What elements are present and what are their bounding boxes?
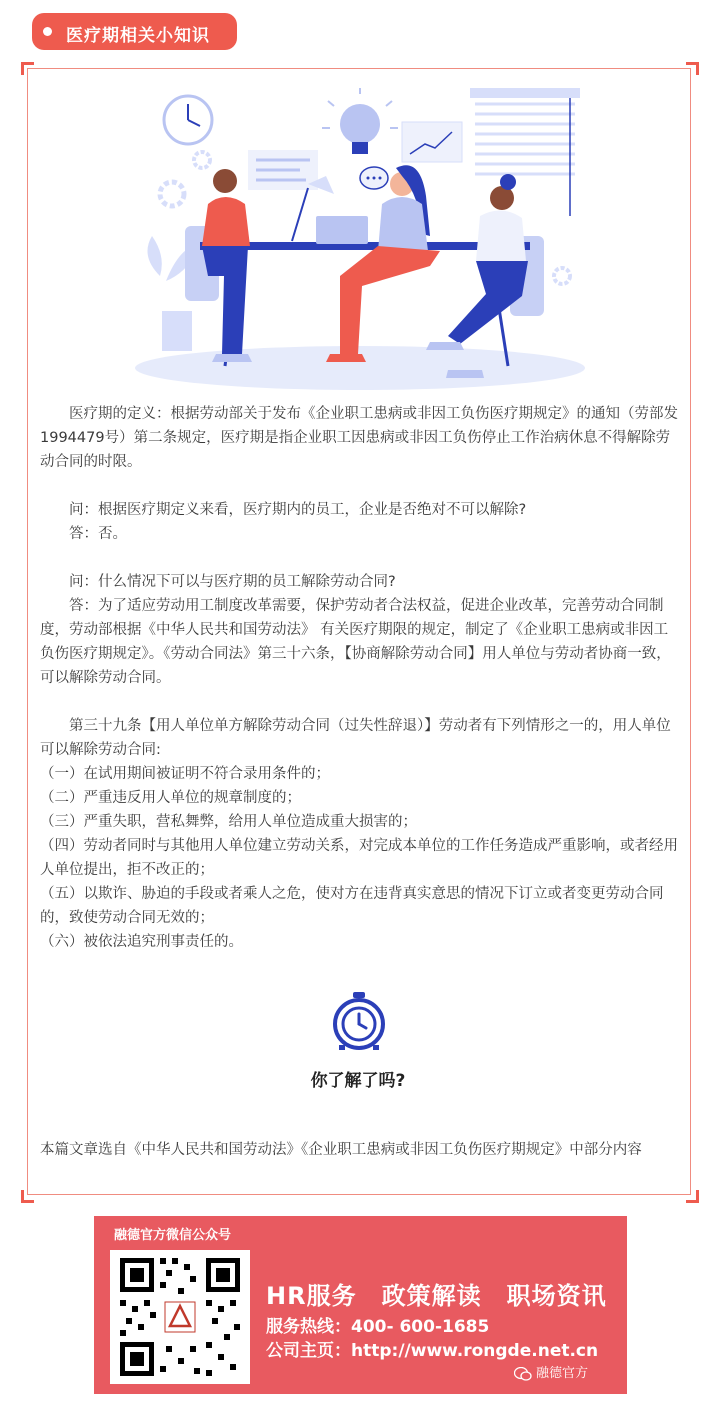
- list-item: （一）在试用期间被证明不符合录用条件的；: [40, 766, 330, 782]
- banner-wechat-account: [514, 1362, 588, 1381]
- qr-code-icon: [110, 1250, 250, 1384]
- tag-dot-icon: [43, 27, 52, 36]
- question-2: 问：什么情况下可以与医疗期的员工解除劳动合同?: [69, 574, 396, 590]
- banner-hotline: 服务热线：400- 600-1685: [266, 1317, 490, 1337]
- frame-corner: [21, 1190, 34, 1203]
- banner-title: 融德官方微信公众号: [114, 1228, 232, 1243]
- stopwatch-icon: [331, 990, 387, 1052]
- list-item: （五）以欺诈、胁迫的手段或者乘人之危，使对方在违背真实意思的情况下订立或者变更劳动合同的，致使劳动合同无效的；: [40, 886, 664, 926]
- frame-corner: [21, 62, 34, 75]
- source-note: 本篇文章选自《中华人民共和国劳动法》《企业职工患病或非因工负伤医疗期规定》中部分内容: [40, 1142, 642, 1158]
- wechat-icon: [514, 1367, 532, 1381]
- section-tag: [32, 13, 237, 50]
- list-item: （三）严重失职，营私舞弊，给用人单位造成重大损害的；: [40, 814, 417, 830]
- answer-2: 答：为了适应劳动用工制度改革需要，保护劳动者合法权益，促进企业改革，完善劳动合同制度，劳动部根据《中华人民共和国劳动法》 有关医疗期限的规定，制定了《企业职工患病或非因工负伤医疗期规定》。《劳动合同法》第三十六条，【协商解除劳动合同】用人单位与劳动者协商一致，可以解除劳动合同。: [40, 598, 671, 686]
- question-1: 问：根据医疗期定义来看，医疗期内的员工，企业是否绝对不可以解除?: [69, 502, 527, 518]
- promo-banner: [94, 1216, 627, 1394]
- banner-services: HR服务 政策解读 职场资讯: [266, 1282, 607, 1310]
- qr-code[interactable]: [110, 1250, 250, 1384]
- frame-corner: [686, 1190, 699, 1203]
- banner-homepage[interactable]: 公司主页：http://www.rongde.net.cn: [266, 1341, 599, 1361]
- question-title: 你了解了吗?: [310, 1071, 406, 1091]
- frame-corner: [686, 62, 699, 75]
- list-item: （二）严重违反用人单位的规章制度的；: [40, 790, 301, 806]
- list-item: （六）被依法追究刑事责任的。: [40, 934, 243, 950]
- article-body: [40, 402, 680, 954]
- section-tag-label: 医疗期相关小知识: [66, 26, 210, 46]
- definition-paragraph: 医疗期的定义：根据劳动部关于发布《企业职工患病或非因工负伤医疗期规定》的通知（劳部发1994479号）第二条规定，医疗期是指企业职工因患病或非因工负伤停止工作治病休息不得解除劳动合同的时限。: [40, 406, 678, 470]
- article-39: 第三十九条【用人单位单方解除劳动合同（过失性辞退）】劳动者有下列情形之一的，用人单位可以解除劳动合同:: [40, 718, 671, 758]
- meeting-illustration: [130, 86, 590, 392]
- answer-1: 答：否。: [69, 526, 127, 542]
- list-item: （四）劳动者同时与其他用人单位建立劳动关系，对完成本单位的工作任务造成严重影响，或者经用人单位提出，拒不改正的；: [40, 838, 678, 878]
- wechat-name: 融德官方: [536, 1366, 589, 1381]
